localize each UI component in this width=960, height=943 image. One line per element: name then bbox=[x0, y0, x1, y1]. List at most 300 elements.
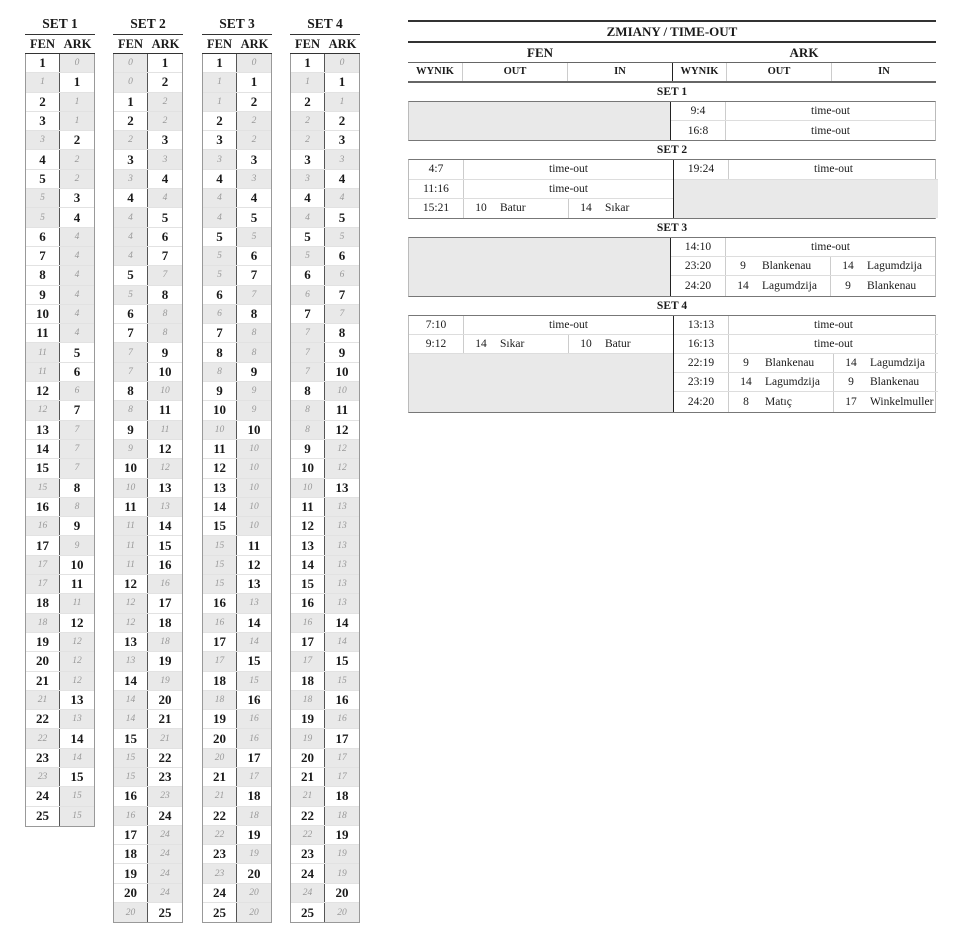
ark-score: 14 bbox=[60, 729, 94, 747]
score-row bbox=[114, 208, 182, 227]
timeout-label: time-out bbox=[728, 160, 938, 178]
ark-score: 10 bbox=[237, 421, 271, 439]
ark-score: 7 bbox=[60, 459, 94, 477]
fen-score: 11 bbox=[291, 498, 325, 516]
fen-score: 25 bbox=[26, 807, 60, 826]
score-row bbox=[203, 305, 271, 324]
ark-score: 5 bbox=[325, 208, 359, 226]
score-row bbox=[291, 247, 359, 266]
fen-score: 5 bbox=[114, 266, 148, 284]
fen-score: 16 bbox=[26, 498, 60, 516]
fen-score: 9 bbox=[203, 382, 237, 400]
ark-score: 3 bbox=[237, 170, 271, 188]
score-row bbox=[114, 672, 182, 691]
fen-score: 17 bbox=[203, 652, 237, 670]
fen-score: 17 bbox=[291, 652, 325, 670]
fen-score: 4 bbox=[114, 228, 148, 246]
fen-score: 9 bbox=[114, 421, 148, 439]
score-row bbox=[291, 594, 359, 613]
fen-score: 8 bbox=[26, 266, 60, 284]
player-out bbox=[463, 199, 568, 218]
fen-score: 8 bbox=[203, 363, 237, 381]
ark-score: 15 bbox=[237, 672, 271, 690]
section-half-ark bbox=[674, 316, 938, 412]
score-row bbox=[291, 228, 359, 247]
ark-score: 11 bbox=[148, 421, 182, 439]
ark-score: 5 bbox=[60, 343, 94, 361]
ark-score: 15 bbox=[148, 536, 182, 554]
fen-score: 11 bbox=[114, 517, 148, 535]
score-row bbox=[26, 691, 94, 710]
empty-area bbox=[409, 238, 670, 296]
fen-score: 10 bbox=[291, 479, 325, 497]
ark-score: 24 bbox=[148, 864, 182, 882]
substitution-row bbox=[671, 276, 935, 295]
ark-score: 3 bbox=[60, 189, 94, 207]
column-header-row bbox=[408, 63, 936, 83]
fen-score: 2 bbox=[114, 131, 148, 149]
score-row bbox=[291, 440, 359, 459]
score-row bbox=[26, 517, 94, 536]
ark-score: 8 bbox=[237, 343, 271, 361]
fen-score: 10 bbox=[203, 421, 237, 439]
set-column-4 bbox=[290, 14, 360, 923]
score-row bbox=[291, 536, 359, 555]
ark-score: 10 bbox=[148, 382, 182, 400]
score-row bbox=[26, 208, 94, 227]
fen-score: 16 bbox=[26, 517, 60, 535]
fen-score: 11 bbox=[114, 536, 148, 554]
section-half-fen bbox=[409, 160, 674, 218]
fen-score: 18 bbox=[203, 672, 237, 690]
ark-score: 8 bbox=[325, 324, 359, 342]
score-row bbox=[203, 401, 271, 420]
score-row bbox=[203, 787, 271, 806]
ark-score: 19 bbox=[148, 672, 182, 690]
score-row bbox=[114, 710, 182, 729]
fen-score: 17 bbox=[26, 575, 60, 593]
player-out bbox=[725, 276, 830, 295]
score-row bbox=[203, 131, 271, 150]
fen-score: 19 bbox=[26, 633, 60, 651]
score-at-event: 13:13 bbox=[687, 318, 715, 331]
section-half-ark bbox=[671, 238, 935, 296]
ark-score: 19 bbox=[325, 826, 359, 844]
timeout-label: time-out bbox=[463, 316, 673, 334]
player-out bbox=[728, 373, 833, 391]
ark-score: 16 bbox=[237, 710, 271, 728]
score-row bbox=[291, 556, 359, 575]
ark-score: 18 bbox=[325, 787, 359, 805]
fen-score: 18 bbox=[291, 672, 325, 690]
score-row bbox=[114, 479, 182, 498]
set-column-1 bbox=[25, 14, 95, 827]
fen-score: 20 bbox=[203, 749, 237, 767]
col-header-out: OUT bbox=[726, 63, 831, 81]
fen-score: 21 bbox=[291, 787, 325, 805]
ark-score: 12 bbox=[60, 614, 94, 632]
ark-score: 12 bbox=[60, 672, 94, 690]
fen-score: 1 bbox=[203, 73, 237, 91]
ark-score: 20 bbox=[325, 884, 359, 902]
ark-score: 15 bbox=[325, 672, 359, 690]
score-at-event: 19:24 bbox=[687, 163, 715, 176]
ark-score: 19 bbox=[148, 652, 182, 670]
substitution-row bbox=[671, 257, 935, 276]
score-row bbox=[203, 324, 271, 343]
col-header-out: OUT bbox=[462, 63, 567, 81]
ark-score: 13 bbox=[237, 594, 271, 612]
fen-score: 23 bbox=[203, 845, 237, 863]
ark-score: 2 bbox=[148, 93, 182, 111]
fen-score: 8 bbox=[291, 401, 325, 419]
team-header-ark: ARK bbox=[240, 37, 269, 51]
score-at-event: 9:12 bbox=[425, 337, 447, 350]
fen-score: 15 bbox=[203, 536, 237, 554]
score-row bbox=[114, 845, 182, 864]
ark-score: 9 bbox=[237, 382, 271, 400]
timeout-label: time-out bbox=[728, 316, 938, 334]
ark-score: 8 bbox=[237, 324, 271, 342]
team-header-fen: FEN bbox=[207, 37, 232, 51]
score-row bbox=[114, 150, 182, 169]
score-row bbox=[203, 807, 271, 826]
fen-score: 14 bbox=[291, 556, 325, 574]
fen-score: 11 bbox=[26, 324, 60, 342]
ark-score: 18 bbox=[148, 633, 182, 651]
score-row bbox=[203, 382, 271, 401]
score-row bbox=[26, 421, 94, 440]
fen-score: 15 bbox=[114, 749, 148, 767]
ark-score: 1 bbox=[60, 73, 94, 91]
ark-score: 11 bbox=[148, 401, 182, 419]
score-row bbox=[114, 498, 182, 517]
set-column-3 bbox=[202, 14, 272, 923]
ark-score: 8 bbox=[60, 479, 94, 497]
score-row bbox=[203, 440, 271, 459]
team-header-ark: ARK bbox=[151, 37, 180, 51]
score-row bbox=[203, 150, 271, 169]
fen-score: 3 bbox=[26, 112, 60, 130]
fen-score: 18 bbox=[114, 845, 148, 863]
score-row bbox=[114, 864, 182, 883]
score-row bbox=[203, 594, 271, 613]
ark-score: 1 bbox=[60, 93, 94, 111]
score-row bbox=[291, 498, 359, 517]
timeout-row bbox=[409, 160, 673, 179]
fen-score: 1 bbox=[203, 93, 237, 111]
score-row bbox=[26, 324, 94, 343]
score-row bbox=[203, 556, 271, 575]
fen-score: 1 bbox=[26, 73, 60, 91]
fen-score: 15 bbox=[26, 479, 60, 497]
team-header-fen: FEN bbox=[30, 37, 55, 51]
fen-score: 14 bbox=[114, 710, 148, 728]
ark-score: 14 bbox=[237, 633, 271, 651]
player-in-number: 17 bbox=[845, 395, 857, 408]
fen-score: 6 bbox=[203, 305, 237, 323]
ark-score: 19 bbox=[237, 845, 271, 863]
score-row bbox=[26, 787, 94, 806]
fen-score: 11 bbox=[114, 498, 148, 516]
player-out-number: 10 bbox=[475, 202, 487, 215]
fen-score: 2 bbox=[291, 93, 325, 111]
score-row bbox=[114, 382, 182, 401]
fen-score: 5 bbox=[26, 208, 60, 226]
score-at-event: 22:19 bbox=[687, 357, 715, 370]
fen-score: 19 bbox=[203, 710, 237, 728]
set-team-headers bbox=[25, 35, 95, 54]
fen-score: 5 bbox=[26, 170, 60, 188]
score-row bbox=[114, 884, 182, 903]
ark-score: 5 bbox=[325, 228, 359, 246]
fen-score: 21 bbox=[26, 672, 60, 690]
fen-score: 4 bbox=[291, 189, 325, 207]
fen-score: 12 bbox=[114, 614, 148, 632]
score-row bbox=[26, 54, 94, 73]
section-half-ark bbox=[671, 102, 935, 140]
fen-score: 8 bbox=[203, 343, 237, 361]
fen-score: 23 bbox=[203, 864, 237, 882]
score-row bbox=[203, 517, 271, 536]
ark-score: 7 bbox=[60, 440, 94, 458]
set-score-body bbox=[290, 54, 360, 923]
fen-score: 7 bbox=[203, 324, 237, 342]
section-half-fen bbox=[409, 238, 671, 296]
ark-score: 13 bbox=[325, 536, 359, 554]
score-row bbox=[291, 150, 359, 169]
ark-score: 11 bbox=[60, 575, 94, 593]
fen-score: 4 bbox=[114, 247, 148, 265]
ark-score: 10 bbox=[325, 363, 359, 381]
timeout-row bbox=[674, 335, 938, 354]
fen-score: 18 bbox=[26, 594, 60, 612]
fen-score: 22 bbox=[291, 807, 325, 825]
ark-score: 8 bbox=[237, 305, 271, 323]
player-out-name: Blankenau bbox=[765, 357, 815, 370]
score-row bbox=[291, 749, 359, 768]
table-title: ZMIANY / TIME-OUT bbox=[408, 20, 936, 43]
ark-score: 4 bbox=[148, 170, 182, 188]
ark-score: 0 bbox=[60, 54, 94, 72]
score-row bbox=[114, 401, 182, 420]
set-team-headers bbox=[113, 35, 183, 54]
fen-score: 10 bbox=[203, 401, 237, 419]
score-row bbox=[203, 864, 271, 883]
ark-score: 25 bbox=[148, 903, 182, 922]
player-out-number: 14 bbox=[475, 337, 487, 350]
player-out-number: 9 bbox=[740, 260, 746, 273]
score-at-event: 24:20 bbox=[687, 395, 715, 408]
ark-score: 16 bbox=[237, 729, 271, 747]
player-in-number: 14 bbox=[580, 202, 592, 215]
fen-score: 7 bbox=[114, 324, 148, 342]
fen-score: 25 bbox=[291, 903, 325, 922]
score-row bbox=[114, 112, 182, 131]
timeout-label: time-out bbox=[725, 238, 935, 256]
fen-score: 7 bbox=[291, 363, 325, 381]
score-row bbox=[291, 903, 359, 922]
score-row bbox=[26, 633, 94, 652]
fen-score: 0 bbox=[114, 73, 148, 91]
score-at-event: 11:16 bbox=[423, 182, 449, 195]
fen-score: 8 bbox=[291, 382, 325, 400]
fen-score: 15 bbox=[114, 768, 148, 786]
score-row bbox=[291, 729, 359, 748]
score-row bbox=[203, 421, 271, 440]
fen-score: 5 bbox=[203, 247, 237, 265]
fen-score: 4 bbox=[203, 170, 237, 188]
score-row bbox=[291, 305, 359, 324]
score-row bbox=[114, 652, 182, 671]
fen-score: 7 bbox=[26, 247, 60, 265]
score-row bbox=[114, 826, 182, 845]
timeout-row bbox=[671, 121, 935, 140]
fen-score: 4 bbox=[114, 208, 148, 226]
score-row bbox=[26, 363, 94, 382]
fen-score: 14 bbox=[114, 672, 148, 690]
score-row bbox=[26, 575, 94, 594]
ark-score: 10 bbox=[148, 363, 182, 381]
substitution-row bbox=[674, 354, 938, 373]
score-row bbox=[291, 768, 359, 787]
fen-score: 5 bbox=[291, 228, 325, 246]
score-row bbox=[203, 498, 271, 517]
fen-score: 16 bbox=[203, 594, 237, 612]
score-row bbox=[114, 517, 182, 536]
score-row bbox=[114, 93, 182, 112]
ark-score: 7 bbox=[325, 305, 359, 323]
ark-score: 7 bbox=[60, 421, 94, 439]
fen-score: 8 bbox=[114, 401, 148, 419]
fen-score: 7 bbox=[114, 343, 148, 361]
fen-score: 22 bbox=[203, 807, 237, 825]
score-row bbox=[291, 363, 359, 382]
score-row bbox=[291, 710, 359, 729]
fen-score: 6 bbox=[203, 286, 237, 304]
ark-score: 13 bbox=[148, 479, 182, 497]
fen-score: 1 bbox=[114, 93, 148, 111]
fen-score: 10 bbox=[291, 459, 325, 477]
fen-score: 20 bbox=[291, 749, 325, 767]
timeout-row bbox=[674, 160, 938, 179]
score-row bbox=[114, 247, 182, 266]
fen-score: 18 bbox=[26, 614, 60, 632]
team-header-ark: ARK bbox=[789, 45, 819, 60]
ark-score: 20 bbox=[237, 884, 271, 902]
ark-score: 11 bbox=[325, 401, 359, 419]
ark-score: 17 bbox=[325, 749, 359, 767]
score-row bbox=[114, 749, 182, 768]
score-row bbox=[203, 768, 271, 787]
timeout-label: time-out bbox=[725, 102, 935, 120]
ark-score: 18 bbox=[325, 807, 359, 825]
player-out-name: Blankenau bbox=[762, 260, 812, 273]
ark-score: 8 bbox=[148, 305, 182, 323]
ark-score: 4 bbox=[325, 189, 359, 207]
ark-score: 17 bbox=[325, 729, 359, 747]
fen-score: 20 bbox=[114, 903, 148, 922]
ark-score: 7 bbox=[148, 247, 182, 265]
score-row bbox=[114, 228, 182, 247]
player-in-name: Winkelmuller bbox=[870, 395, 934, 408]
score-row bbox=[26, 652, 94, 671]
fen-score: 21 bbox=[26, 691, 60, 709]
ark-score: 14 bbox=[237, 614, 271, 632]
timeout-row bbox=[671, 102, 935, 121]
score-row bbox=[26, 150, 94, 169]
fen-score: 4 bbox=[291, 208, 325, 226]
fen-score: 22 bbox=[203, 826, 237, 844]
ark-score: 4 bbox=[60, 324, 94, 342]
fen-score: 12 bbox=[114, 594, 148, 612]
score-row bbox=[203, 691, 271, 710]
team-header-row bbox=[408, 43, 936, 63]
ark-score: 7 bbox=[237, 286, 271, 304]
ark-score: 13 bbox=[325, 556, 359, 574]
ark-score: 9 bbox=[60, 517, 94, 535]
timeout-row bbox=[409, 316, 673, 335]
fen-score: 7 bbox=[291, 305, 325, 323]
score-row bbox=[26, 594, 94, 613]
fen-score: 14 bbox=[114, 691, 148, 709]
ark-score: 13 bbox=[60, 691, 94, 709]
player-out-number: 9 bbox=[743, 357, 749, 370]
score-row bbox=[203, 363, 271, 382]
score-row bbox=[203, 536, 271, 555]
player-in bbox=[830, 276, 935, 295]
substitution-row bbox=[674, 392, 938, 411]
ark-score: 4 bbox=[60, 228, 94, 246]
ark-score: 8 bbox=[148, 286, 182, 304]
fen-score: 17 bbox=[26, 536, 60, 554]
fen-score: 13 bbox=[26, 421, 60, 439]
score-at-event: 14:10 bbox=[684, 241, 712, 254]
ark-score: 4 bbox=[237, 189, 271, 207]
fen-score: 1 bbox=[291, 73, 325, 91]
score-row bbox=[26, 93, 94, 112]
score-row bbox=[291, 131, 359, 150]
ark-score: 1 bbox=[325, 93, 359, 111]
ark-score: 16 bbox=[237, 691, 271, 709]
ark-score: 24 bbox=[148, 807, 182, 825]
score-row bbox=[291, 401, 359, 420]
player-in bbox=[833, 392, 938, 411]
section-half-ark bbox=[674, 160, 938, 218]
ark-score: 21 bbox=[148, 710, 182, 728]
fen-score: 20 bbox=[26, 652, 60, 670]
player-in-name: Blankenau bbox=[867, 279, 917, 292]
fen-score: 24 bbox=[203, 884, 237, 902]
timeout-substitution-table bbox=[408, 20, 936, 413]
score-row bbox=[26, 73, 94, 92]
section-half-fen bbox=[409, 316, 674, 412]
score-row bbox=[203, 208, 271, 227]
set-score-body bbox=[202, 54, 272, 923]
ark-score: 18 bbox=[148, 614, 182, 632]
score-row bbox=[114, 286, 182, 305]
ark-score: 13 bbox=[325, 594, 359, 612]
score-row bbox=[291, 459, 359, 478]
score-row bbox=[291, 54, 359, 73]
ark-score: 9 bbox=[237, 363, 271, 381]
ark-score: 4 bbox=[60, 266, 94, 284]
ark-score: 4 bbox=[60, 305, 94, 323]
player-out bbox=[728, 392, 833, 411]
score-row bbox=[291, 633, 359, 652]
fen-score: 12 bbox=[203, 459, 237, 477]
fen-score: 20 bbox=[114, 884, 148, 902]
